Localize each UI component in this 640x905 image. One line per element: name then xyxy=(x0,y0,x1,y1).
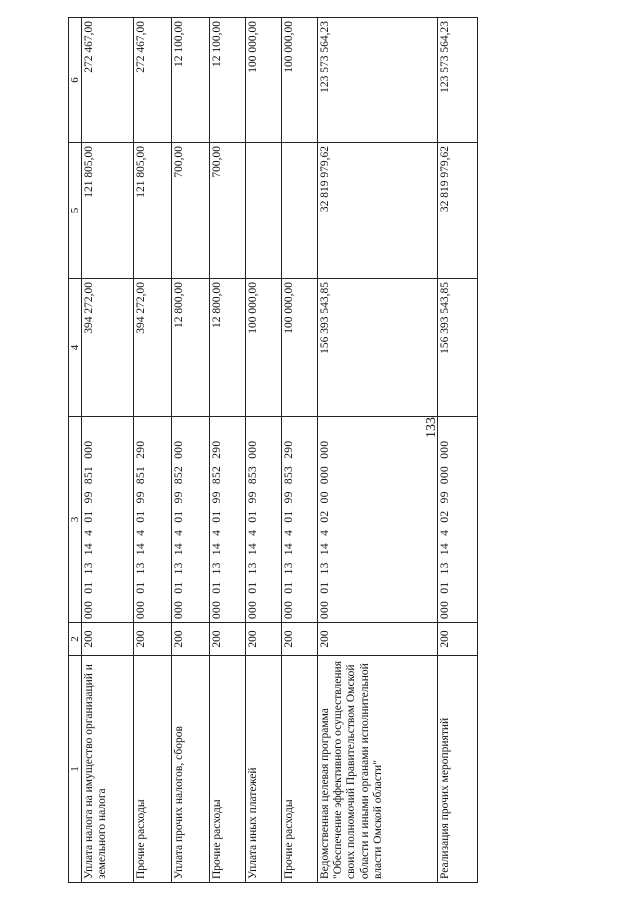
row-amount-col4: 100 000,00 xyxy=(282,279,318,417)
row-amount-col6: 100 000,00 xyxy=(282,18,318,143)
row-amount-col5: 32 819 979,62 xyxy=(318,143,438,279)
row-classification: 000 01 13 14 4 01 99 851 000 xyxy=(82,417,134,623)
row-amount-col4: 100 000,00 xyxy=(246,279,282,417)
row-classification: 000 01 13 14 4 01 99 852 000 xyxy=(172,417,210,623)
row-amount-col5: 121 805,00 xyxy=(134,143,172,279)
row-name: Ведомственная целевая программа "Обеспечение эффективного осуществления своих полномочий Правительством Омской области и иными органами исполнительной власти Омской области" xyxy=(318,656,438,883)
table-row xyxy=(282,18,318,883)
row-classification: 000 01 13 14 4 02 99 000 000 xyxy=(438,417,478,623)
row-code: 200 xyxy=(246,623,282,656)
header-cell: 6 xyxy=(69,18,82,143)
row-amount-col6: 272 467,00 xyxy=(134,18,172,143)
row-amount-col4: 12 800,00 xyxy=(210,279,246,417)
table-row xyxy=(210,18,246,883)
row-classification: 000 01 13 14 4 01 99 853 290 xyxy=(282,417,318,623)
header-cell: 5 xyxy=(69,143,82,279)
header-cell: 3 xyxy=(69,417,82,623)
row-code: 200 xyxy=(172,623,210,656)
row-classification: 000 01 13 14 4 01 99 853 000 xyxy=(246,417,282,623)
row-code: 200 xyxy=(134,623,172,656)
table-row xyxy=(82,18,134,883)
row-name: Уплата прочих налогов, сборов xyxy=(172,656,210,883)
row-amount-col6: 123 573 564,23 xyxy=(318,18,438,143)
table-row xyxy=(134,18,172,883)
row-name: Прочие расходы xyxy=(282,656,318,883)
row-amount-col4: 156 393 543,85 xyxy=(438,279,478,417)
row-classification: 000 01 13 14 4 02 00 000 000 xyxy=(318,417,438,623)
row-amount-col6: 100 000,00 xyxy=(246,18,282,143)
header-cell: 2 xyxy=(69,623,82,656)
row-code: 200 xyxy=(82,623,134,656)
row-amount-col5: 32 819 979,62 xyxy=(438,143,478,279)
row-amount-col6: 12 100,00 xyxy=(172,18,210,143)
table-row xyxy=(172,18,210,883)
row-classification: 000 01 13 14 4 01 99 852 290 xyxy=(210,417,246,623)
row-name: Прочие расходы xyxy=(210,656,246,883)
row-amount-col5: 121 805,00 xyxy=(82,143,134,279)
row-name: Реализация прочих мероприятий xyxy=(438,656,478,883)
row-amount-col5: 700,00 xyxy=(210,143,246,279)
row-amount-col6: 272 467,00 xyxy=(82,18,134,143)
table-row xyxy=(438,18,478,883)
row-code: 200 xyxy=(282,623,318,656)
row-amount-col5 xyxy=(246,143,282,279)
header-cell: 4 xyxy=(69,279,82,417)
row-amount-col4: 12 800,00 xyxy=(172,279,210,417)
row-classification: 000 01 13 14 4 01 99 851 290 xyxy=(134,417,172,623)
budget-table xyxy=(68,17,478,883)
row-amount-col4: 394 272,00 xyxy=(134,279,172,417)
table-row xyxy=(318,18,438,883)
row-name: Прочие расходы xyxy=(134,656,172,883)
page-number: 133 xyxy=(424,417,439,438)
row-amount-col5 xyxy=(282,143,318,279)
table-row xyxy=(246,18,282,883)
row-code: 200 xyxy=(438,623,478,656)
header-cell: 1 xyxy=(69,656,82,883)
row-amount-col4: 156 393 543,85 xyxy=(318,279,438,417)
row-amount-col6: 12 100,00 xyxy=(210,18,246,143)
row-code: 200 xyxy=(210,623,246,656)
row-amount-col4: 394 272,00 xyxy=(82,279,134,417)
row-name: Уплата налога на имущество организаций и земельного налога xyxy=(82,656,134,883)
row-amount-col6: 123 573 564,23 xyxy=(438,18,478,143)
row-name: Уплата иных платежей xyxy=(246,656,282,883)
row-code: 200 xyxy=(318,623,438,656)
header-row xyxy=(69,18,82,883)
row-amount-col5: 700,00 xyxy=(172,143,210,279)
table-container xyxy=(68,18,478,883)
